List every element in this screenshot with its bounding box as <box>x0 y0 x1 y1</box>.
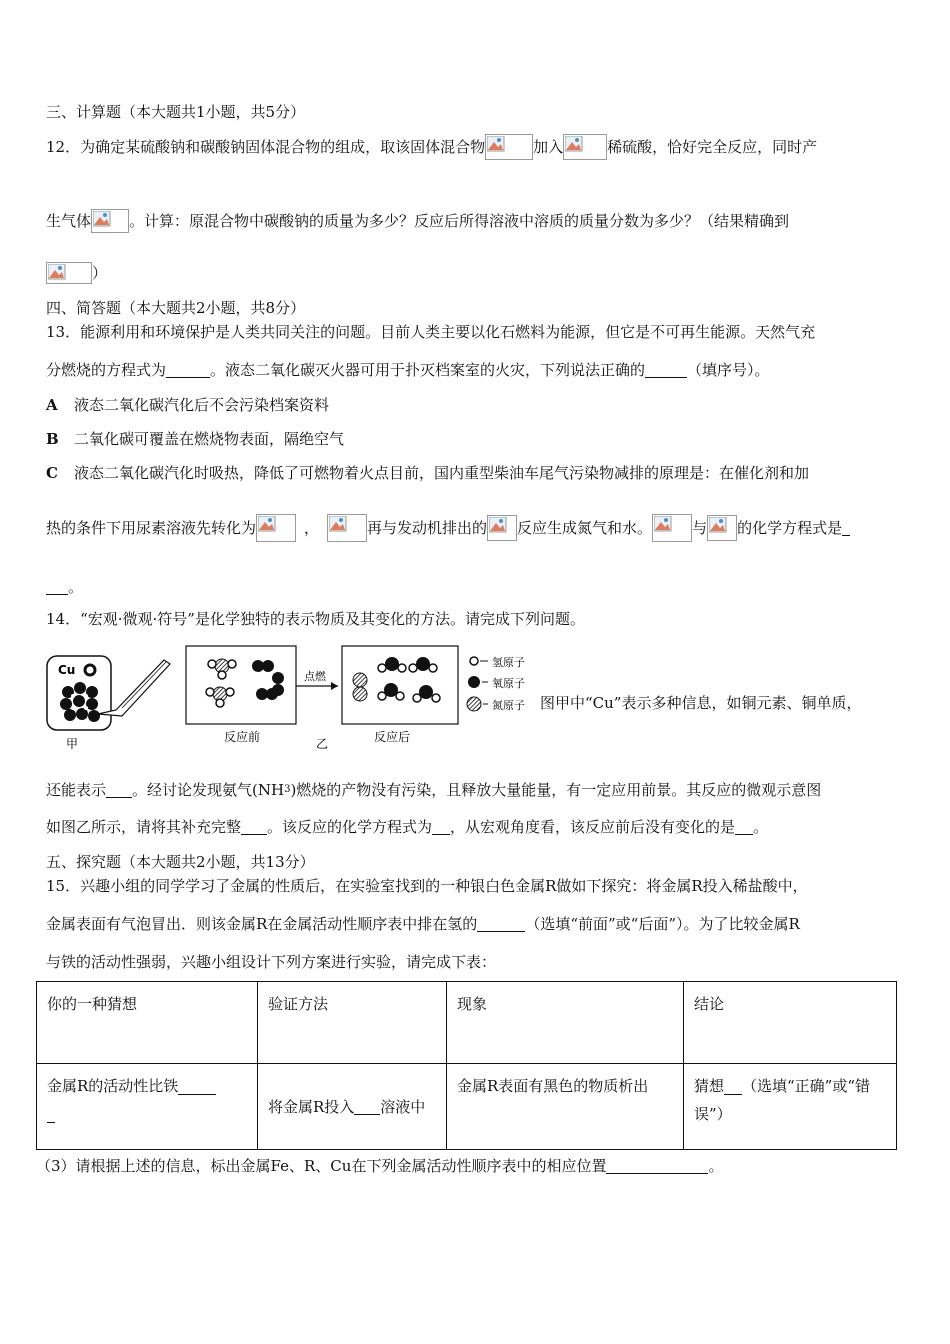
section-4-title: 四、简答题（本大题共2小题，共8分） <box>46 299 306 317</box>
section-5-title: 五、探究题（本大题共2小题，共13分） <box>46 853 315 871</box>
answer-blank[interactable] <box>606 1159 708 1174</box>
q14-line-1: 14．“宏观·微观·符号”是化学独特的表示物质及其变化的方法。请完成下列问题。 <box>46 610 585 628</box>
q14-line-3: 如图乙所示，请将其补充完整 。该反应的化学方程式为 ，从宏观角度看，该反应前后没有变化的是 。 <box>46 818 769 836</box>
table-cell-guess: 金属R的活动性比铁 <box>37 1064 258 1150</box>
hydrogen-atom-icon <box>470 657 478 665</box>
ignite-label: 点燃 <box>304 670 326 683</box>
q13-line-6: 热的条件下用尿素溶液先转化为 ， 再与发动机排出的 反应生成氮气和水。 与 的化学方程式是 <box>46 507 850 548</box>
q13-option-a: A 液态二氧化碳汽化后不会污染档案资料 <box>46 396 330 414</box>
copper-lattice-icon <box>60 682 100 722</box>
legend-nitrogen: 氮原子 <box>492 699 525 712</box>
formula-image-icon <box>91 209 129 233</box>
figure-jia-label: 甲 <box>66 737 79 751</box>
legend-oxygen: 氧原子 <box>492 677 525 690</box>
formula-image-icon <box>46 262 92 284</box>
answer-blank[interactable] <box>842 521 850 536</box>
formula-image-icon <box>256 514 296 542</box>
answer-blank[interactable] <box>166 363 210 378</box>
answer-blank[interactable] <box>735 820 753 835</box>
q13-option-b: B 二氧化碳可覆盖在燃烧物表面，隔绝空气 <box>46 430 345 448</box>
q13-line-1: 13．能源利用和环境保护是人类共同关注的问题。目前人类主要以化石燃料为能源，但它是不可再生能源。天然气充 <box>46 323 816 341</box>
q12-line-3: ） <box>46 258 107 287</box>
q13-option-c: C 液态二氧化碳汽化时吸热，降低了可燃物着火点目前，国内重型柴油车尾气污染物减排的原理是：在催化剂和加 <box>46 464 810 482</box>
table-header: 结论 <box>684 982 897 1064</box>
section-3-title: 三、计算题（本大题共1小题，共5分） <box>46 103 306 121</box>
q13-line-7: 。 <box>46 576 83 597</box>
table-header: 你的一种猜想 <box>37 982 258 1064</box>
cu-symbol: Cu <box>58 663 76 677</box>
q13-line-2: 分燃烧的方程式为 。液态二氧化碳灭火器可用于扑灭档案室的火灾，下列说法正确的 （填序号）。 <box>46 361 770 379</box>
answer-blank[interactable] <box>241 820 267 835</box>
figure-yi-label: 乙 <box>316 737 329 751</box>
formula-image-icon <box>487 515 517 541</box>
table-cell-conclusion: 猜想 （选填“正确”或“错误”） <box>684 1064 897 1150</box>
answer-blank[interactable] <box>47 1108 55 1123</box>
answer-blank[interactable] <box>477 917 525 932</box>
table-header: 现象 <box>447 982 684 1064</box>
formula-image-icon <box>652 514 692 542</box>
q14-diagram-caption: 图甲中“Cu”表示多种信息，如铜元素、铜单质， <box>540 694 862 712</box>
cu-atom-icon <box>85 665 95 675</box>
answer-blank[interactable] <box>724 1080 742 1095</box>
table-row <box>37 1064 897 1150</box>
table-header-row <box>37 982 897 1064</box>
q12-line-1: 12．为确定某硫酸钠和碳酸钠固体混合物的组成，取该固体混合物 加入 稀硫酸，恰好完全反应，同时产 <box>46 126 817 167</box>
formula-image-icon <box>707 515 737 541</box>
formula-image-icon <box>563 134 607 160</box>
experiment-table <box>36 981 897 1150</box>
answer-blank[interactable] <box>178 1080 216 1095</box>
answer-blank[interactable] <box>106 783 132 798</box>
answer-blank[interactable] <box>354 1100 380 1115</box>
formula-image-icon <box>327 514 367 542</box>
answer-blank[interactable] <box>46 580 68 595</box>
after-label: 反应后 <box>374 730 411 744</box>
oxygen-atom-icon <box>468 676 480 688</box>
formula-image-icon <box>485 134 533 160</box>
before-label: 反应前 <box>224 730 261 744</box>
q15-line-4: （3）请根据上述的信息，标出金属Fe、R、Cu在下列金属活动性顺序表中的相应位置 。 <box>36 1157 724 1175</box>
q12-line-2: 生气体 。计算：原混合物中碳酸钠的质量为多少？反应后所得溶液中溶质的质量分数为多少？（结果精确到 <box>46 200 789 241</box>
legend-hydrogen: 氢原子 <box>492 656 525 669</box>
q14-line-2: 还能表示 。经讨论发现氨气(NH3)燃烧的产物没有污染，且释放大量能量，有一定应用前景。其反应的微观示意图 <box>46 781 822 799</box>
q15-line-3: 与铁的活动性强弱，兴趣小组设计下列方案进行实验，请完成下表： <box>46 953 497 971</box>
answer-blank[interactable] <box>645 363 687 378</box>
table-cell-phenomenon: 金属R表面有黑色的物质析出 <box>447 1064 684 1150</box>
nitrogen-atom-icon <box>467 697 481 711</box>
reaction-diagram <box>46 644 546 752</box>
answer-blank[interactable] <box>432 820 450 835</box>
q15-line-1: 15．兴趣小组的同学学习了金属的性质后，在实验室找到的一种银白色金属R做如下探究：将金属R投入稀盐酸中， <box>46 877 808 895</box>
q15-line-2: 金属表面有气泡冒出．则该金属R在金属活动性顺序表中排在氢的 （选填“前面”或“后面”）。为了比较金属R <box>46 915 800 933</box>
table-header: 验证方法 <box>258 982 447 1064</box>
table-cell-method: 将金属R投入 溶液中 <box>258 1064 447 1150</box>
